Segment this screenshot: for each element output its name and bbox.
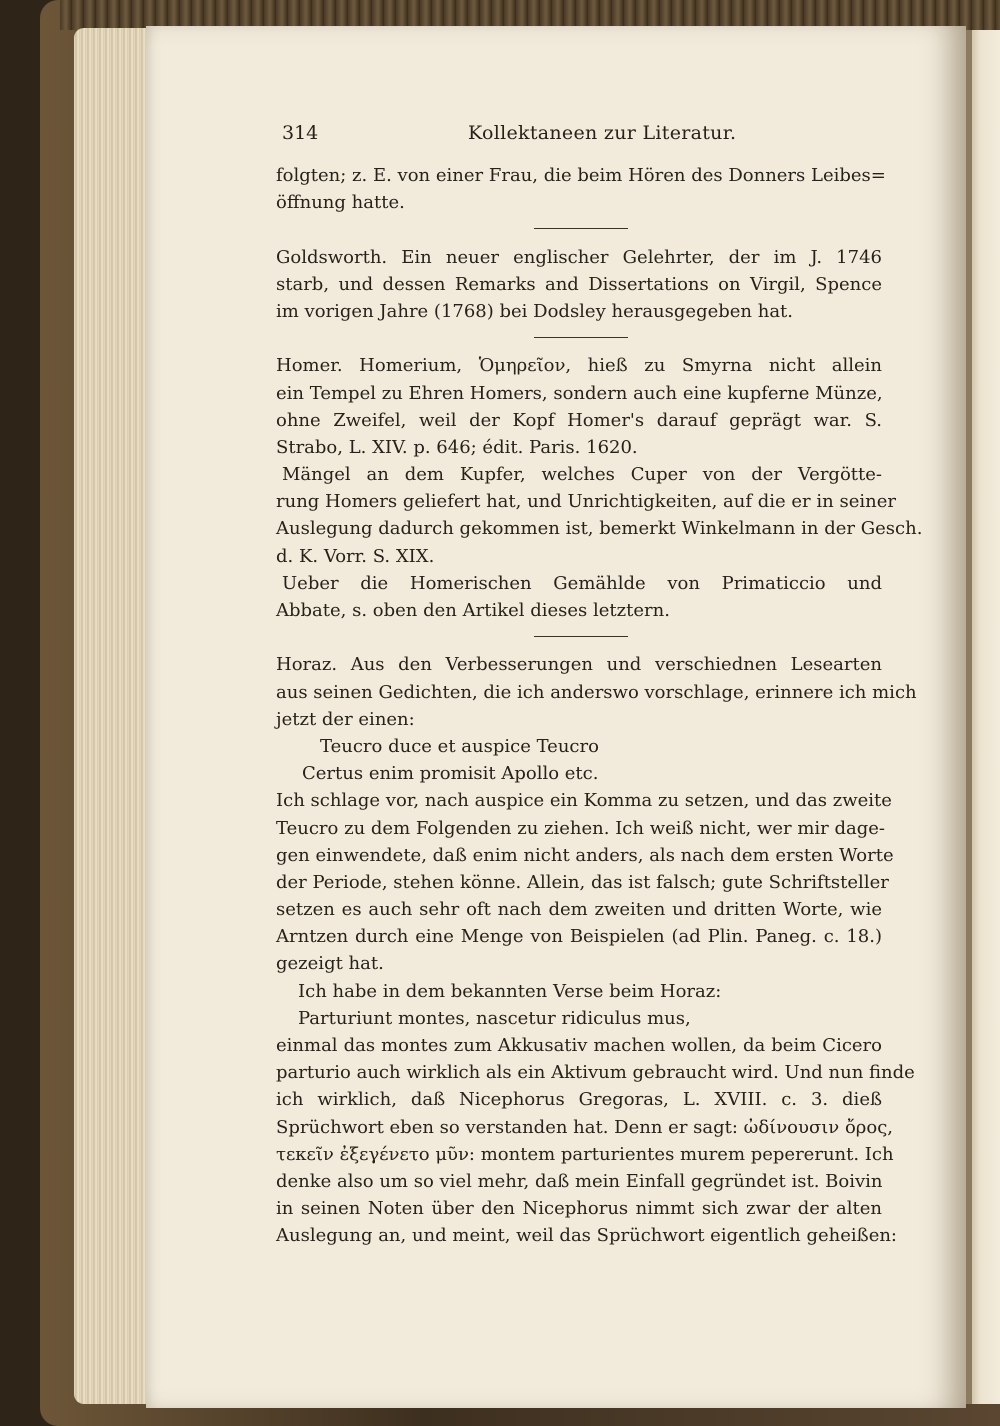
text-line: Homer. Homerium, Ὁμηρεῖον, hieß zu Smyrna nicht allein [276, 355, 882, 377]
text-line: rung Homers geliefert hat, und Unrichtigkeiten, auf die er in seiner [276, 491, 896, 513]
text-line: Abbate, s. oben den Artikel dieses letztern. [276, 600, 670, 621]
text-line: Sprüchwort eben so verstanden hat. Denn er sagt: ὠδίνουσιν ὄρος, [276, 1116, 894, 1138]
text-line: starb, und dessen Remarks and Dissertations on Virgil, Spence [276, 273, 882, 295]
text-line: Ueber die Homerischen Gemählde von Primaticcio und [282, 572, 882, 594]
text-line: Auslegung dadurch gekommen ist, bemerkt Winkelmann in der Gesch. [276, 518, 923, 540]
text-line: denke also um so viel mehr, daß mein Einfall gegründet ist. Boivin [276, 1170, 883, 1192]
text-line: gezeigt hat. [276, 953, 384, 975]
text-line: d. K. Vorr. S. XIX. [276, 545, 435, 567]
text-line: ich wirklich, daß Nicephorus Gregoras, L. XVIII. c. 3. dieß [276, 1089, 882, 1111]
divider-rule [534, 228, 628, 229]
text-line: Parturiunt montes, nascetur ridiculus mus, [298, 1007, 691, 1029]
text-line: Horaz. Aus den Verbesserungen und verschiednen Lesearten [276, 654, 882, 676]
text-line: parturio auch wirklich als ein Aktivum gebraucht wird. Und nun finde [276, 1062, 915, 1084]
text-line: ohne Zweifel, weil der Kopf Homer's darauf geprägt war. S. [276, 409, 882, 431]
text-line: Ich schlage vor, nach auspice ein Komma zu setzen, und das zweite [276, 790, 892, 812]
text-line: Arntzen durch eine Menge von Beispielen (ad Plin. Paneg. c. 18.) [276, 926, 882, 948]
text-line: aus seinen Gedichten, die ich anderswo vorschlage, erinnere ich mich [276, 681, 917, 703]
text-line: Ich habe in dem bekannten Verse beim Horaz: [298, 980, 722, 1002]
text-line: Goldsworth. Ein neuer englischer Gelehrter, der im J. 1746 [276, 246, 882, 268]
text-line: ein Tempel zu Ehren Homers, sondern auch eine kupferne Münze, [276, 382, 883, 404]
text-line: Mängel an dem Kupfer, welches Cuper von der Vergötte- [282, 464, 882, 486]
text-line: Teucro duce et auspice Teucro [320, 735, 599, 757]
text-line: Certus enim promisit Apollo etc. [302, 763, 599, 785]
page-text [276, 118, 923, 1247]
section-divider [276, 624, 882, 651]
page-header [276, 118, 882, 158]
page-number: 314 [282, 122, 319, 144]
text-line: folgten; z. E. von einer Frau, die beim Hören des Donners Leibes= [276, 165, 886, 186]
divider-rule [534, 636, 628, 637]
text-line: in seinen Noten über den Nicephorus nimmt sich zwar der alten [276, 1198, 882, 1220]
text-line: der Periode, stehen könne. Allein, das ist falsch; gute Schriftsteller [276, 871, 889, 893]
text-line: gen einwendete, daß enim nicht anders, als nach dem ersten Worte [276, 844, 894, 866]
running-head: Kollektaneen zur Literatur. [468, 122, 737, 144]
gutter-shadow [966, 30, 972, 1404]
section-divider [276, 325, 882, 352]
text-line: Teucro zu dem Folgenden zu ziehen. Ich weiß nicht, wer mir dage- [276, 817, 886, 839]
text-line: τεκεῖν ἐξεγένετο μῦν: montem parturientes murem pepererunt. Ich [276, 1143, 894, 1165]
body-lines [276, 162, 923, 1250]
text-line: setzen es auch sehr oft nach dem zweiten und dritten Worte, wie [276, 899, 882, 921]
text-line: jetzt der einen: [276, 708, 415, 730]
text-line: Auslegung an, und meint, weil das Sprüchwort eigentlich geheißen: [276, 1225, 897, 1247]
text-line: öffnung hatte. [276, 192, 405, 214]
text-line: einmal das montes zum Akkusativ machen wollen, da beim Cicero [276, 1035, 882, 1056]
divider-rule [534, 337, 628, 338]
section-divider [276, 216, 882, 243]
text-line: Strabo, L. XIV. p. 646; édit. Paris. 1620. [276, 436, 638, 458]
text-line: im vorigen Jahre (1768) bei Dodsley herausgegeben hat. [276, 300, 794, 322]
